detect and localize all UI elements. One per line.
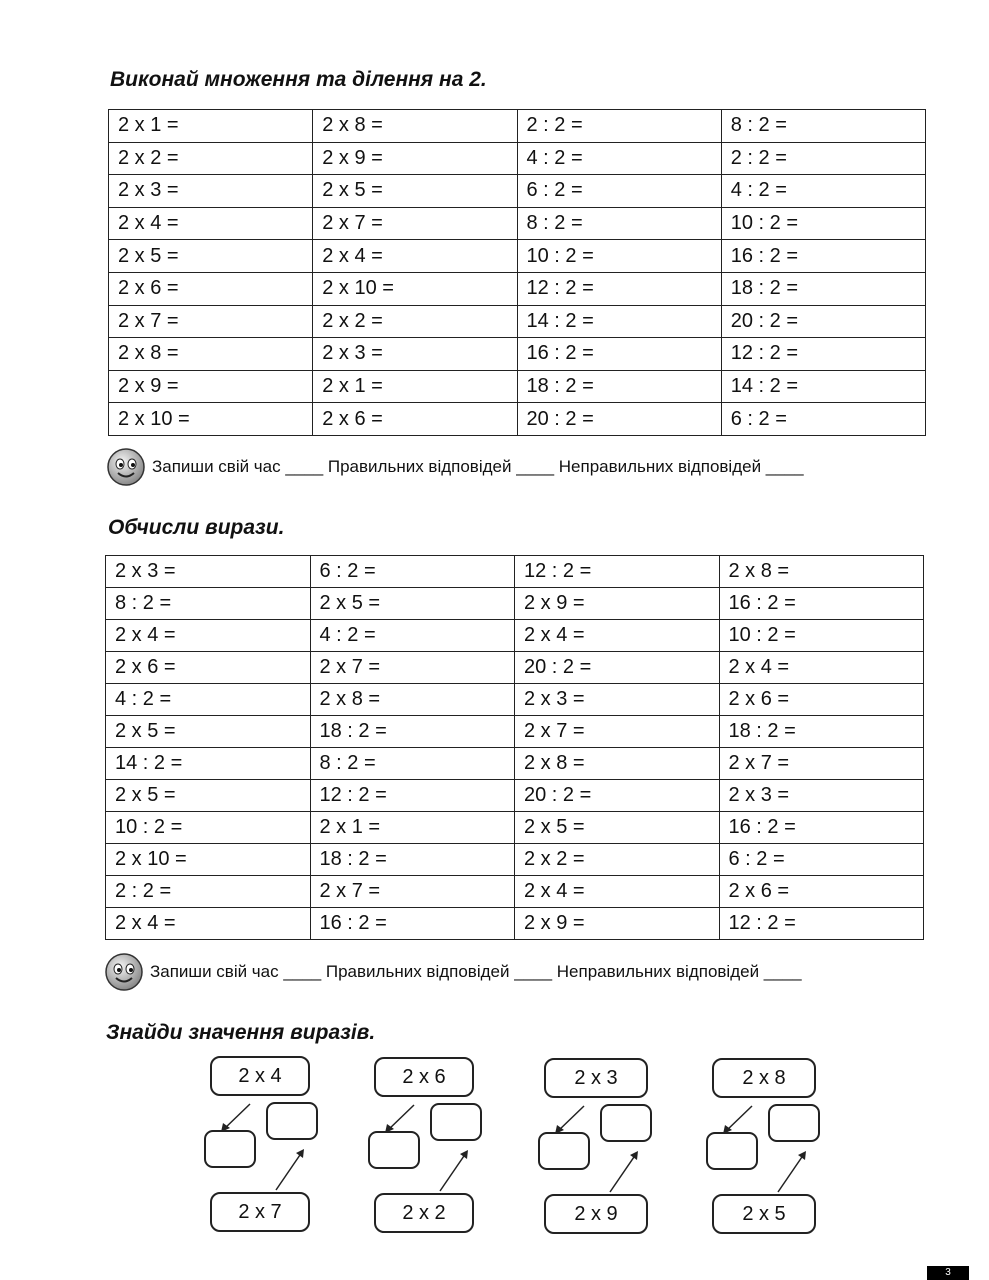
expression-cell[interactable]: 6 : 2 =	[517, 175, 721, 208]
expression-cell[interactable]: 14 : 2 =	[106, 748, 311, 780]
expression-cell[interactable]: 2 x 7 =	[719, 748, 924, 780]
expression-cell[interactable]: 4 : 2 =	[310, 620, 515, 652]
expression-cell[interactable]: 20 : 2 =	[515, 652, 720, 684]
expression-cell[interactable]: 2 x 8 =	[310, 684, 515, 716]
expression-cell[interactable]: 18 : 2 =	[310, 844, 515, 876]
answer-box[interactable]	[538, 1132, 590, 1170]
expression-cell[interactable]: 10 : 2 =	[517, 240, 721, 273]
expression-cell[interactable]: 2 x 3 =	[515, 684, 720, 716]
expression-cell[interactable]: 2 x 10 =	[109, 403, 313, 436]
expression-cell[interactable]: 2 x 5 =	[313, 175, 517, 208]
table-row	[109, 110, 926, 143]
section3-title: Знайди значення виразів.	[106, 1021, 376, 1044]
table-row	[106, 620, 924, 652]
table-row	[109, 240, 926, 273]
table-row	[109, 305, 926, 338]
puzzle-1	[208, 1056, 338, 1236]
expression-cell[interactable]: 2 x 2 =	[109, 142, 313, 175]
puzzle-3	[542, 1058, 672, 1238]
expression-cell[interactable]: 6 : 2 =	[721, 403, 925, 436]
table-row	[109, 403, 926, 436]
bottom-expression: 2 x 2	[374, 1193, 474, 1233]
expression-cell[interactable]: 2 x 9 =	[515, 908, 720, 940]
table-row	[106, 780, 924, 812]
smiley-face-icon	[104, 952, 144, 992]
expression-cell[interactable]: 2 x 9 =	[515, 588, 720, 620]
table-row	[106, 844, 924, 876]
expression-cell[interactable]: 2 x 5 =	[106, 716, 311, 748]
expression-cell[interactable]: 2 x 5 =	[310, 588, 515, 620]
expression-cell[interactable]: 2 x 7 =	[310, 652, 515, 684]
expression-cell[interactable]: 2 x 7 =	[310, 876, 515, 908]
tracker-text-2: Запиши свій час ____ Правильних відповідей ____ Неправильних відповідей ____	[150, 962, 802, 981]
table-row	[109, 370, 926, 403]
expression-cell[interactable]: 2 x 7 =	[515, 716, 720, 748]
expression-cell[interactable]: 2 x 7 =	[313, 207, 517, 240]
expression-cell[interactable]: 16 : 2 =	[310, 908, 515, 940]
expression-cell[interactable]: 2 x 4 =	[515, 876, 720, 908]
table-row	[109, 142, 926, 175]
expression-cell[interactable]: 12 : 2 =	[719, 908, 924, 940]
expression-cell[interactable]: 2 x 3 =	[313, 338, 517, 371]
expression-cell[interactable]: 2 : 2 =	[106, 876, 311, 908]
time-tracker-1	[106, 447, 804, 487]
expression-cell[interactable]: 18 : 2 =	[310, 716, 515, 748]
expression-cell[interactable]: 8 : 2 =	[106, 588, 311, 620]
expression-cell[interactable]: 2 x 5 =	[106, 780, 311, 812]
bottom-expression: 2 x 9	[544, 1194, 648, 1234]
expression-cell[interactable]: 2 x 6 =	[719, 876, 924, 908]
expression-cell[interactable]: 18 : 2 =	[721, 272, 925, 305]
expression-cell[interactable]: 10 : 2 =	[719, 620, 924, 652]
answer-box[interactable]	[204, 1130, 256, 1168]
table-row	[109, 175, 926, 208]
expression-cell[interactable]: 16 : 2 =	[719, 812, 924, 844]
answer-box[interactable]	[768, 1104, 820, 1142]
expression-cell[interactable]: 2 x 1 =	[109, 110, 313, 143]
top-expression: 2 x 4	[210, 1056, 310, 1096]
expression-cell[interactable]: 20 : 2 =	[517, 403, 721, 436]
expression-cell[interactable]: 6 : 2 =	[719, 844, 924, 876]
expression-cell[interactable]: 20 : 2 =	[721, 305, 925, 338]
expression-cell[interactable]: 12 : 2 =	[517, 272, 721, 305]
top-expression: 2 x 8	[712, 1058, 816, 1098]
expression-cell[interactable]: 16 : 2 =	[517, 338, 721, 371]
expression-cell[interactable]: 2 x 5 =	[515, 812, 720, 844]
expression-cell[interactable]: 2 x 3 =	[106, 556, 311, 588]
table-row	[109, 207, 926, 240]
expression-cell[interactable]: 8 : 2 =	[721, 110, 925, 143]
expression-cell[interactable]: 2 x 4 =	[313, 240, 517, 273]
table-row	[106, 748, 924, 780]
smiley-face-icon	[106, 447, 146, 487]
table-row	[106, 556, 924, 588]
expression-cell[interactable]: 18 : 2 =	[719, 716, 924, 748]
table-row	[109, 338, 926, 371]
expression-cell[interactable]: 2 x 1 =	[310, 812, 515, 844]
expression-cell[interactable]: 16 : 2 =	[721, 240, 925, 273]
expression-cell[interactable]: 2 x 4 =	[106, 908, 311, 940]
expression-cell[interactable]: 4 : 2 =	[721, 175, 925, 208]
expression-cell[interactable]: 14 : 2 =	[721, 370, 925, 403]
table-row	[109, 272, 926, 305]
multiplication-division-table	[108, 109, 926, 436]
tracker-text-1: Запиши свій час ____ Правильних відповідей ____ Неправильних відповідей ____	[152, 457, 804, 476]
table-row	[106, 684, 924, 716]
expression-cell[interactable]: 10 : 2 =	[721, 207, 925, 240]
expression-cell[interactable]: 2 x 9 =	[109, 370, 313, 403]
puzzle-2	[372, 1057, 502, 1237]
expression-cell[interactable]: 2 x 2 =	[515, 844, 720, 876]
table-row	[106, 652, 924, 684]
expression-cell[interactable]: 2 x 6 =	[109, 272, 313, 305]
expressions-table	[105, 555, 924, 940]
expression-cell[interactable]: 2 x 6 =	[106, 652, 311, 684]
top-expression: 2 x 6	[374, 1057, 474, 1097]
expression-cell[interactable]: 10 : 2 =	[106, 812, 311, 844]
expression-cell[interactable]: 2 : 2 =	[517, 110, 721, 143]
expression-cell[interactable]: 2 x 3 =	[719, 780, 924, 812]
table-row	[106, 908, 924, 940]
expression-cell[interactable]: 2 x 4 =	[106, 620, 311, 652]
top-expression: 2 x 3	[544, 1058, 648, 1098]
expression-cell[interactable]: 4 : 2 =	[517, 142, 721, 175]
expression-cell[interactable]: 2 x 2 =	[313, 305, 517, 338]
table-row	[106, 588, 924, 620]
expression-cell[interactable]: 12 : 2 =	[721, 338, 925, 371]
expression-cell[interactable]: 2 x 6 =	[313, 403, 517, 436]
expression-cell[interactable]: 2 x 5 =	[109, 240, 313, 273]
page-number: 3	[927, 1266, 969, 1280]
answer-box[interactable]	[706, 1132, 758, 1170]
section2-title: Обчисли вирази.	[108, 516, 285, 539]
expression-cell[interactable]: 12 : 2 =	[515, 556, 720, 588]
answer-box[interactable]	[368, 1131, 420, 1169]
expression-cell[interactable]: 18 : 2 =	[517, 370, 721, 403]
expression-cell[interactable]: 2 x 8 =	[719, 556, 924, 588]
expression-cell[interactable]: 20 : 2 =	[515, 780, 720, 812]
bottom-expression: 2 x 7	[210, 1192, 310, 1232]
table-row	[106, 876, 924, 908]
expression-cell[interactable]: 2 x 10 =	[106, 844, 311, 876]
table-row	[106, 716, 924, 748]
expression-cell[interactable]: 6 : 2 =	[310, 556, 515, 588]
expression-cell[interactable]: 16 : 2 =	[719, 588, 924, 620]
expression-cell[interactable]: 2 x 8 =	[109, 338, 313, 371]
expression-cell[interactable]: 2 x 8 =	[313, 110, 517, 143]
section1-title: Виконай множення та ділення на 2.	[110, 68, 487, 91]
expression-cell[interactable]: 2 x 6 =	[719, 684, 924, 716]
table-row	[106, 812, 924, 844]
expression-cell[interactable]: 2 x 4 =	[109, 207, 313, 240]
puzzle-4	[710, 1058, 840, 1238]
expression-cell[interactable]: 2 x 4 =	[515, 620, 720, 652]
time-tracker-2	[104, 952, 802, 992]
expression-cell[interactable]: 14 : 2 =	[517, 305, 721, 338]
bottom-expression: 2 x 5	[712, 1194, 816, 1234]
expression-cell[interactable]: 4 : 2 =	[106, 684, 311, 716]
expression-cell[interactable]: 2 x 7 =	[109, 305, 313, 338]
expression-cell[interactable]: 8 : 2 =	[310, 748, 515, 780]
answer-box[interactable]	[266, 1102, 318, 1140]
expression-cell[interactable]: 2 x 9 =	[313, 142, 517, 175]
answer-box[interactable]	[430, 1103, 482, 1141]
expression-cell[interactable]: 2 : 2 =	[721, 142, 925, 175]
expression-cell[interactable]: 12 : 2 =	[310, 780, 515, 812]
expression-cell[interactable]: 8 : 2 =	[517, 207, 721, 240]
expression-cell[interactable]: 2 x 8 =	[515, 748, 720, 780]
expression-cell[interactable]: 2 x 3 =	[109, 175, 313, 208]
expression-cell[interactable]: 2 x 1 =	[313, 370, 517, 403]
expression-cell[interactable]: 2 x 10 =	[313, 272, 517, 305]
expression-cell[interactable]: 2 x 4 =	[719, 652, 924, 684]
answer-box[interactable]	[600, 1104, 652, 1142]
